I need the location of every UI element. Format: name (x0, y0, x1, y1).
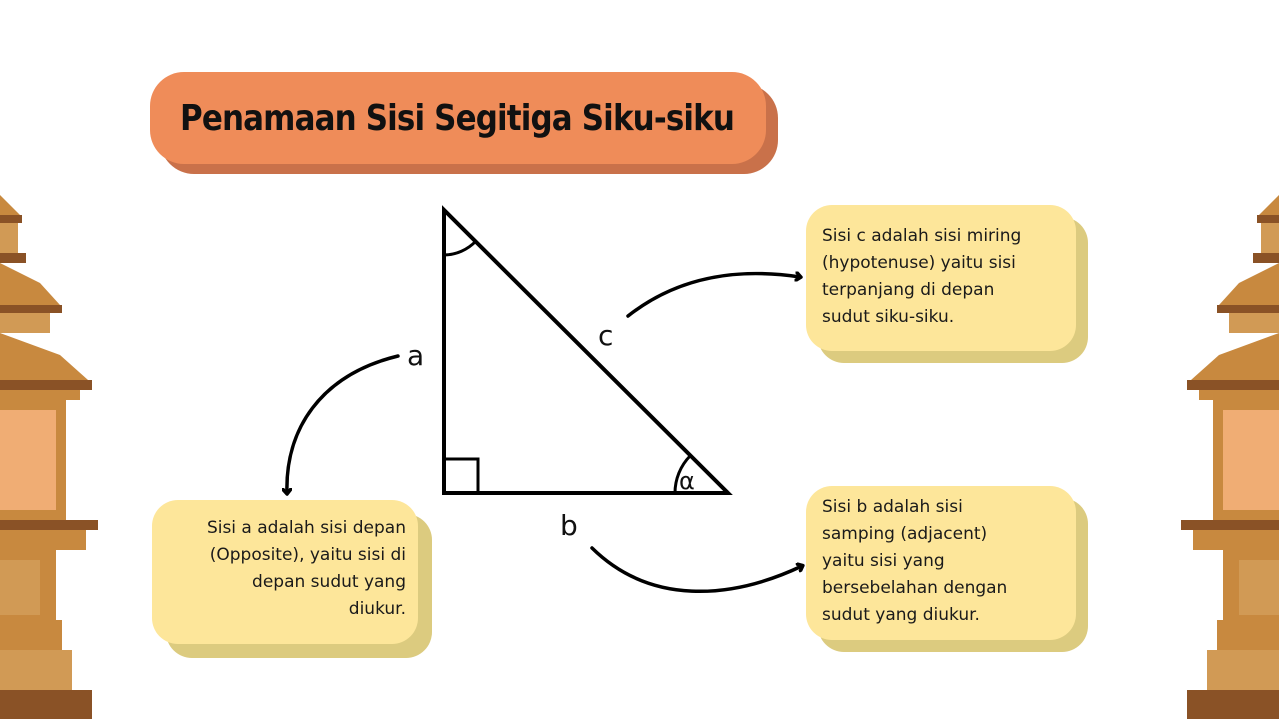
opposite-card-line: (Opposite), yaitu sisi di (209, 545, 406, 565)
hypotenuse-card-line: Sisi c adalah sisi miring (822, 226, 1022, 246)
adjacent-card (806, 486, 1076, 640)
right-triangle (444, 210, 728, 493)
side-b-label: b (560, 509, 578, 542)
adjacent-card-line: sudut yang diukur. (822, 605, 980, 625)
adjacent-card-line: yaitu sisi yang (822, 551, 945, 571)
hypotenuse-card (806, 205, 1076, 351)
angle-alpha-label: α (679, 467, 695, 495)
right-angle-marker (444, 459, 478, 493)
arrow-side-b-to-adjacent (592, 548, 802, 591)
hypotenuse-card-line: terpanjang di depan (822, 280, 995, 300)
adjacent-card-line: bersebelahan dengan (822, 578, 1008, 598)
adjacent-card-line: samping (adjacent) (822, 524, 988, 544)
hypotenuse-card-line: (hypotenuse) yaitu sisi (822, 253, 1016, 273)
arrow-side-a-to-opposite (287, 356, 398, 493)
top-angle-arc (444, 241, 476, 255)
arrow-side-c-to-hypotenuse (628, 274, 800, 316)
opposite-card-line: depan sudut yang (252, 572, 406, 592)
hypotenuse-card-line: sudut siku-siku. (822, 307, 955, 327)
opposite-card (152, 500, 418, 644)
opposite-card-line: diukur. (348, 599, 406, 619)
adjacent-card-line: Sisi b adalah sisi (822, 497, 963, 517)
opposite-card-line: Sisi a adalah sisi depan (206, 518, 406, 538)
side-a-label: a (407, 339, 425, 372)
page-title: Penamaan Sisi Segitiga Siku-siku (180, 97, 735, 139)
side-c-label: c (598, 319, 614, 352)
